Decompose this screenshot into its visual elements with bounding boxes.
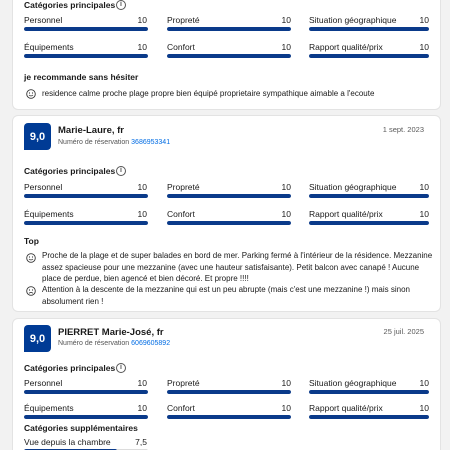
category-value: 10 [137, 182, 147, 192]
category-value: 10 [137, 403, 147, 413]
category-bar [309, 415, 429, 419]
category-bar [24, 27, 148, 31]
category-bar [167, 54, 291, 58]
category-bar-fill [309, 54, 429, 58]
category-bar-fill [167, 221, 291, 225]
smiley-icon [26, 253, 36, 263]
review-card [12, 115, 441, 312]
category-value: 10 [281, 378, 291, 388]
category-label: Confort [167, 209, 195, 219]
category-bar-fill [309, 415, 429, 419]
category-label: Confort [167, 403, 195, 413]
info-icon[interactable]: i [116, 363, 126, 373]
category-bar-fill [167, 54, 291, 58]
negative-comment: Attention à la descente de la mezzanine qui est un peu abrupte (mais c'est une mezzanine !) mais sinon absolument rien ! [42, 285, 410, 306]
category-bar [309, 27, 429, 31]
category-label: Personnel [24, 378, 63, 388]
category-label: Rapport qualité/prix [309, 209, 383, 219]
frown-icon [26, 286, 36, 296]
reservation-info [58, 139, 170, 146]
category-bar [24, 54, 148, 58]
category-bar [24, 221, 148, 225]
review-headline: je recommande sans hésiter [24, 72, 139, 82]
category-label: Situation géographique [309, 378, 397, 388]
category-label: Personnel [24, 15, 63, 25]
category-label: Vue depuis la chambre [24, 437, 111, 447]
category-value: 10 [419, 209, 429, 219]
category-value: 10 [419, 182, 429, 192]
category-label: Personnel [24, 182, 63, 192]
reservation-label: Numéro de réservation [58, 340, 130, 347]
category-bar-fill [309, 27, 429, 31]
category-bar-fill [24, 390, 148, 394]
positive-comment: Proche de la plage et de super balades en bord de mer. Parking fermé à l'intérieur de la résidence. Mezzanine assez spacieuse pour une mezzanine (avec une hauteur satisfaisante). Petit balcon avec canapé ! Aucune place de perdue, bien agencé et bien décoré. Et propre !!!! [42, 251, 433, 283]
category-value: 10 [281, 209, 291, 219]
reviewer-name: PIERRET Marie-José, fr [58, 327, 164, 338]
category-label: Situation géographique [309, 182, 397, 192]
category-bar [167, 194, 291, 198]
category-label: Équipements [24, 403, 74, 413]
category-bar-fill [167, 194, 291, 198]
category-bar [24, 415, 148, 419]
category-value: 10 [137, 15, 147, 25]
category-label: Situation géographique [309, 15, 397, 25]
category-label: Propreté [167, 378, 200, 388]
reservation-number[interactable]: 6069605892 [131, 340, 171, 347]
positive-comment: residence calme proche plage propre bien équipé proprietaire sympathique aimable a l'ecoute [42, 89, 375, 98]
extra-categories-title: Catégories supplémentaires [24, 423, 138, 433]
category-bar-fill [24, 27, 148, 31]
category-bar [309, 54, 429, 58]
category-bar [167, 27, 291, 31]
category-value: 10 [281, 42, 291, 52]
category-value: 10 [281, 15, 291, 25]
category-bar-fill [167, 415, 291, 419]
reservation-label: Numéro de réservation [58, 139, 130, 146]
category-value: 10 [419, 15, 429, 25]
category-bar [309, 390, 429, 394]
category-label: Équipements [24, 42, 74, 52]
category-label: Rapport qualité/prix [309, 403, 383, 413]
category-value: 10 [137, 209, 147, 219]
category-bar-fill [309, 390, 429, 394]
info-icon[interactable]: i [116, 0, 126, 10]
reservation-number[interactable]: 3686953341 [131, 139, 171, 146]
review-date: 25 juil. 2025 [383, 327, 424, 336]
category-bar-fill [24, 221, 148, 225]
reviewer-name: Marie-Laure, fr [58, 125, 124, 136]
category-label: Propreté [167, 15, 200, 25]
category-value: 7,5 [135, 437, 147, 447]
category-bar [309, 194, 429, 198]
score-badge: 9,0 [24, 325, 51, 352]
category-bar [24, 194, 148, 198]
category-bar [309, 221, 429, 225]
category-value: 10 [419, 378, 429, 388]
category-value: 10 [137, 378, 147, 388]
top-label: Top [24, 236, 39, 246]
category-bar [167, 221, 291, 225]
category-bar-fill [167, 390, 291, 394]
category-label: Confort [167, 42, 195, 52]
review-card [12, 0, 441, 110]
category-label: Rapport qualité/prix [309, 42, 383, 52]
categories-title: Catégories principales [24, 0, 116, 10]
category-bar-fill [24, 54, 148, 58]
category-bar-fill [309, 194, 429, 198]
categories-title: Catégories principales [24, 363, 116, 373]
category-bar-fill [24, 194, 148, 198]
category-value: 10 [419, 403, 429, 413]
category-bar [167, 390, 291, 394]
category-bar-fill [24, 415, 148, 419]
category-bar [24, 390, 148, 394]
score-badge: 9,0 [24, 123, 51, 150]
category-bar [167, 415, 291, 419]
review-card [12, 318, 441, 450]
category-value: 10 [419, 42, 429, 52]
smiley-icon [26, 89, 36, 99]
category-bar-fill [167, 27, 291, 31]
category-value: 10 [281, 403, 291, 413]
categories-title: Catégories principales [24, 166, 116, 176]
category-value: 10 [281, 182, 291, 192]
category-label: Propreté [167, 182, 200, 192]
review-date: 1 sept. 2023 [382, 125, 424, 134]
category-value: 10 [137, 42, 147, 52]
reservation-info [58, 340, 170, 347]
info-icon[interactable]: i [116, 166, 126, 176]
category-bar-fill [309, 221, 429, 225]
category-label: Équipements [24, 209, 74, 219]
